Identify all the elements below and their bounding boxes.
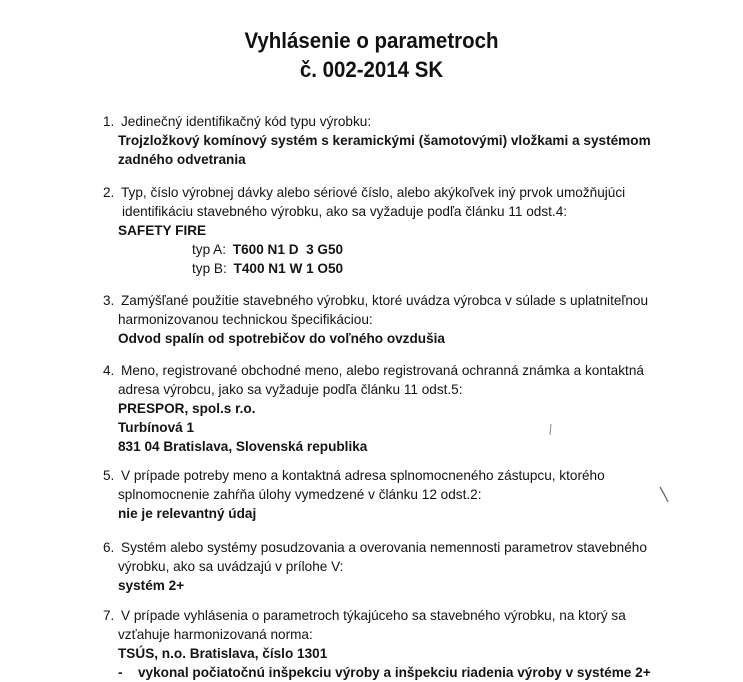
- item-number: 1.: [103, 114, 115, 129]
- item-number: 3.: [103, 293, 115, 308]
- notified-body: TSÚS, n.o. Bratislava, číslo 1301: [118, 646, 328, 661]
- item-answer: nie je relevantný údaj: [118, 506, 257, 521]
- bullet-text: vykonal počiatočnú inšpekciu výroby a inšpekciu riadenia výroby v systéme 2+: [138, 665, 651, 680]
- company-city: 831 04 Bratislava, Slovenská republika: [118, 439, 368, 454]
- item-text-line-2: adresa výrobcu, jako sa vyžaduje podľa článku 11 odst.5:: [118, 382, 463, 397]
- item-text-line-2: výrobku, ako sa uvádzajú v prílohe V:: [118, 559, 344, 574]
- type-b-value: T400 N1 W 1 O50: [233, 261, 344, 276]
- item-text-line-1: Zamýšľané použitie stavebného výrobku, ktoré uvádza výrobca v súlade s uplatniteľnou: [121, 293, 649, 308]
- item-number: 5.: [103, 468, 115, 483]
- item-text-line-2: harmonizovanou technickou špecifikáciou:: [118, 312, 373, 327]
- product-name: SAFETY FIRE: [118, 223, 207, 238]
- item-6: [103, 538, 663, 595]
- item-text: Jedinečný identifikačný kód typu výrobku:: [121, 114, 372, 129]
- item-number: 7.: [103, 608, 115, 623]
- bullet-row: [103, 663, 703, 682]
- item-answer: Odvod spalín od spotrebičov do voľného ovzdušia: [118, 331, 445, 346]
- item-text-line-2: vzťahuje harmonizovaná norma:: [118, 627, 313, 642]
- type-b-label: typ B:: [192, 261, 227, 276]
- item-3: [103, 291, 663, 348]
- company-street: Turbínová 1: [118, 420, 195, 435]
- item-number: 4.: [103, 363, 115, 378]
- item-7: [103, 606, 703, 682]
- item-text-line-2: splnomocnenie zahŕňa úlohy vymedzené v článku 12 odst.2:: [118, 487, 482, 502]
- bullet-dash: -: [118, 665, 123, 680]
- item-answer: systém 2+: [118, 578, 185, 593]
- item-text-line-1: Systém alebo systémy posudzovania a overovania nemennosti parametrov stavebného: [121, 540, 647, 555]
- document-title: [0, 26, 743, 84]
- item-text-line-1: V prípade potreby meno a kontaktná adresa splnomocneného zástupcu, ktorého: [121, 468, 605, 483]
- title-line-2: č. 002-2014 SK: [299, 57, 444, 82]
- item-number: 6.: [103, 540, 115, 555]
- type-a-value: T600 N1 D 3 G50: [232, 242, 344, 257]
- item-4: [103, 361, 663, 456]
- item-number: 2.: [103, 185, 115, 200]
- item-answer-line-1: Trojzložkový komínový systém s keramickými (šamotovými) vložkami a systémom: [118, 133, 651, 148]
- type-a-row: [103, 240, 663, 259]
- title-line-1: Vyhlásenie o parametroch: [244, 28, 499, 53]
- item-text-line-1: Meno, registrované obchodné meno, alebo registrovaná ochranná známka a kontaktná: [121, 363, 644, 378]
- item-answer-line-2: zadného odvetrania: [118, 152, 246, 167]
- scan-speck: [658, 486, 670, 507]
- scan-speck: [549, 424, 553, 439]
- type-a-label: typ A:: [192, 242, 227, 257]
- item-text-line-2: identifikáciu stavebného výrobku, ako sa vyžaduje podľa článku 11 odst.4:: [122, 204, 568, 219]
- item-2: [103, 183, 663, 278]
- company-name: PRESPOR, spol.s r.o.: [118, 401, 256, 416]
- item-5: [103, 466, 663, 523]
- item-1: [103, 112, 663, 169]
- item-text-line-1: V prípade vyhlásenia o parametroch týkajúceho sa stavebného výrobku, na ktorý sa: [121, 608, 626, 623]
- type-b-row: [103, 259, 663, 278]
- item-text-line-1: Typ, číslo výrobnej dávky alebo sériové číslo, alebo akýkoľvek iný prvok umožňujúci: [121, 185, 626, 200]
